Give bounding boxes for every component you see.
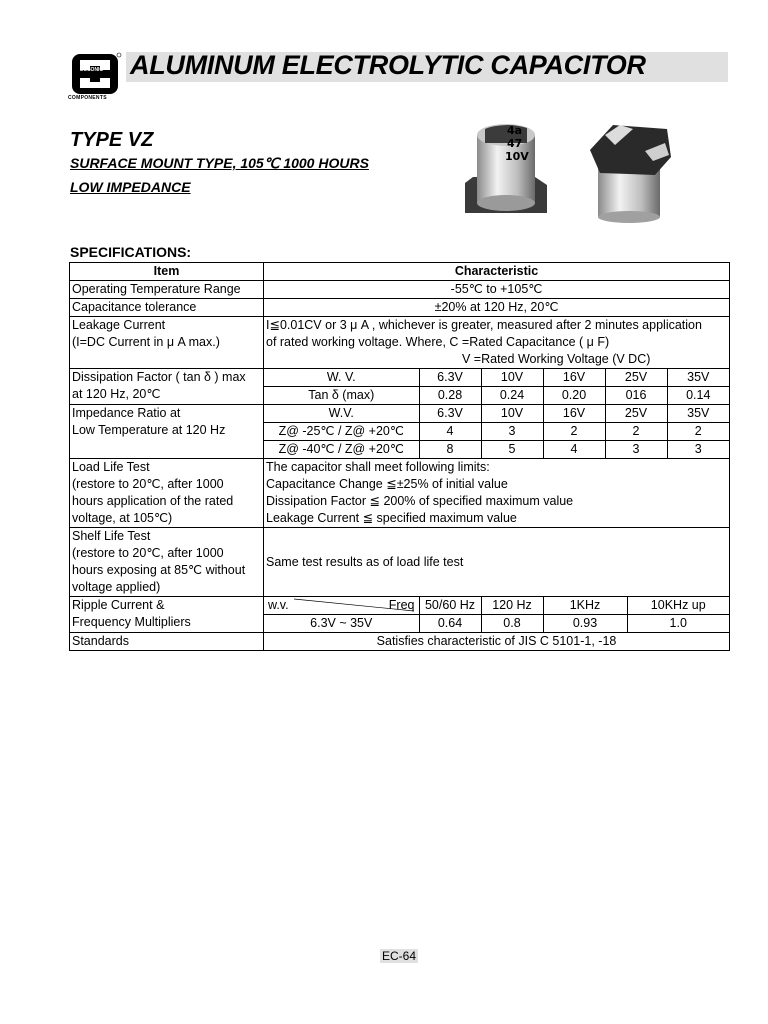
table-row — [70, 317, 730, 369]
dissipation-tan-value: 0.20 — [543, 387, 605, 405]
impedance-wv-value: 25V — [605, 405, 667, 423]
impedance-40-label: Z@ -40℃ / Z@ +20℃ — [264, 441, 419, 459]
ripple-item-line2: Frequency Multipliers — [72, 615, 191, 629]
dissipation-tan-value: 0.14 — [686, 388, 711, 402]
table-header-row — [70, 263, 730, 281]
row-item-cap-tol: Capacitance tolerance — [70, 299, 264, 317]
impedance-25-value: 2 — [605, 423, 667, 441]
dissipation-tan-label: Tan δ (max) — [264, 387, 419, 405]
row-value-shelf-life: Same test results as of load life test — [264, 528, 730, 597]
load-life-item-line: Load Life Test — [72, 460, 150, 474]
row-value-cap-tol: ±20% at 120 Hz, 20℃ — [264, 299, 730, 317]
impedance-wv-label: W.V. — [264, 405, 419, 423]
row-item-shelf-life — [70, 528, 264, 597]
table-row — [70, 633, 730, 651]
ripple-value: 1.0 — [669, 616, 687, 630]
row-item-op-temp: Operating Temperature Range — [70, 281, 264, 299]
ripple-freq-header: 1KHz — [543, 597, 627, 615]
ripple-item-line1: Ripple Current & — [72, 598, 165, 612]
table-row — [70, 597, 730, 633]
page-number: EC-64 — [382, 949, 417, 963]
load-life-value-line: Dissipation Factor ≦ 200% of specified maximum value — [266, 494, 574, 508]
dissipation-wv-value: 6.3V — [419, 369, 481, 387]
row-value-leakage — [264, 317, 730, 369]
impedance-wv-value: 10V — [481, 405, 543, 423]
cap-marking-1: 4a — [507, 124, 523, 137]
dissipation-item-line2: at 120 Hz, 20℃ — [72, 387, 161, 401]
row-value-standards: Satisfies characteristic of JIS C 5101-1, -18 — [264, 633, 730, 651]
leakage-line2: of rated working voltage. Where, C =Rated Capacitance ( μ F) — [266, 335, 610, 349]
subtitle-mount: SURFACE MOUNT TYPE, 105℃ 1000 HOURS — [70, 155, 369, 171]
impedance-item-line2: Low Temperature at 120 Hz — [72, 423, 226, 437]
load-life-item-line: voltage, at 105℃) — [72, 511, 173, 525]
ripple-wv-label: w.v. — [268, 598, 289, 612]
shelf-life-item-line: voltage applied) — [72, 580, 161, 594]
ripple-wv-freq-cell — [264, 597, 419, 615]
dissipation-subtable — [264, 369, 730, 405]
product-type: TYPE VZ — [70, 129, 154, 151]
table-row — [70, 299, 730, 317]
spec-table — [69, 262, 730, 651]
impedance-25-label: Z@ -25℃ / Z@ +20℃ — [264, 423, 419, 441]
impedance-25-value: 4 — [419, 423, 481, 441]
dissipation-wv-value: 35V — [667, 369, 729, 387]
company-logo — [70, 52, 122, 100]
ripple-value: 0.64 — [419, 615, 481, 633]
table-row — [70, 281, 730, 299]
leakage-item-line2: (I=DC Current in μ A max.) — [72, 335, 220, 349]
impedance-wv-value: 35V — [667, 405, 729, 423]
ripple-freq-header: 120 Hz — [481, 597, 543, 615]
dissipation-wv-value: 10V — [481, 369, 543, 387]
impedance-40-value: 4 — [543, 441, 605, 459]
ripple-value: 0.93 — [543, 615, 627, 633]
page-title: ALUMINUM ELECTROLYTIC CAPACITOR — [130, 50, 646, 80]
row-item-dissipation — [70, 369, 264, 405]
leakage-line1: I≦0.01CV or 3 μ A , whichever is greater, measured after 2 minutes application — [266, 318, 702, 332]
impedance-subtable — [264, 405, 730, 459]
cap-marking-3: 10V — [505, 150, 529, 163]
subtitle-impedance: LOW IMPEDANCE — [70, 179, 191, 195]
row-item-ripple — [70, 597, 264, 633]
dissipation-wv-label: W. V. — [264, 369, 419, 387]
impedance-item-line1: Impedance Ratio at — [72, 406, 181, 420]
shelf-life-item-line: hours exposing at 85℃ without — [72, 563, 246, 577]
impedance-wv-value: 16V — [543, 405, 605, 423]
cap-marking-2: 47 — [507, 137, 523, 150]
table-row — [70, 459, 730, 528]
ripple-row-label: 6.3V ~ 35V — [264, 615, 419, 633]
impedance-40-value: 5 — [481, 441, 543, 459]
dissipation-tan-value: 0.24 — [481, 387, 543, 405]
logo-subtext: COMPONENTS — [68, 95, 107, 101]
row-value-load-life — [264, 459, 730, 528]
logo-text: EOSONIC — [80, 67, 104, 73]
load-life-value-line: Capacitance Change ≦±25% of initial value — [266, 477, 508, 491]
dissipation-tan-value: 0.28 — [419, 387, 481, 405]
load-life-item-line: (restore to 20℃, after 1000 — [72, 477, 224, 491]
ripple-freq-header: 10KHz up — [627, 597, 729, 615]
impedance-40-value: 3 — [694, 442, 702, 456]
table-row — [70, 528, 730, 597]
dissipation-item-line1: Dissipation Factor ( tan δ ) max — [72, 370, 246, 384]
row-item-impedance — [70, 405, 264, 459]
dissipation-wv-value: 16V — [543, 369, 605, 387]
table-row — [70, 369, 730, 405]
impedance-wv-value: 6.3V — [419, 405, 481, 423]
load-life-value-line: Leakage Current ≦ specified maximum value — [266, 511, 517, 525]
ripple-freq-label: Freq — [388, 598, 415, 612]
row-item-standards: Standards — [70, 633, 264, 651]
capacitor-image — [455, 115, 685, 225]
impedance-40-value: 8 — [419, 441, 481, 459]
col-characteristic-header: Characteristic — [264, 263, 730, 281]
impedance-25-value: 2 — [667, 423, 729, 441]
row-value-op-temp: -55℃ to +105℃ — [264, 281, 730, 299]
ripple-value: 0.8 — [481, 615, 543, 633]
load-life-item-line: hours application of the rated — [72, 494, 234, 508]
shelf-life-item-line: Shelf Life Test — [72, 529, 151, 543]
col-item-header: Item — [70, 263, 264, 281]
dissipation-tan-value: 016 — [605, 387, 667, 405]
shelf-life-item-line: (restore to 20℃, after 1000 — [72, 546, 224, 560]
leakage-line3: V =Rated Working Voltage (V DC) — [462, 352, 651, 366]
ripple-subtable — [264, 597, 730, 633]
row-item-load-life — [70, 459, 264, 528]
ripple-freq-header: 50/60 Hz — [419, 597, 481, 615]
impedance-25-value: 2 — [543, 423, 605, 441]
table-row — [70, 405, 730, 459]
load-life-value-line: The capacitor shall meet following limits: — [266, 460, 490, 474]
row-item-leakage — [70, 317, 264, 369]
specifications-heading: SPECIFICATIONS: — [70, 244, 192, 260]
dissipation-wv-value: 25V — [605, 369, 667, 387]
impedance-40-value: 3 — [605, 441, 667, 459]
impedance-25-value: 3 — [481, 423, 543, 441]
leakage-item-line1: Leakage Current — [72, 318, 166, 332]
